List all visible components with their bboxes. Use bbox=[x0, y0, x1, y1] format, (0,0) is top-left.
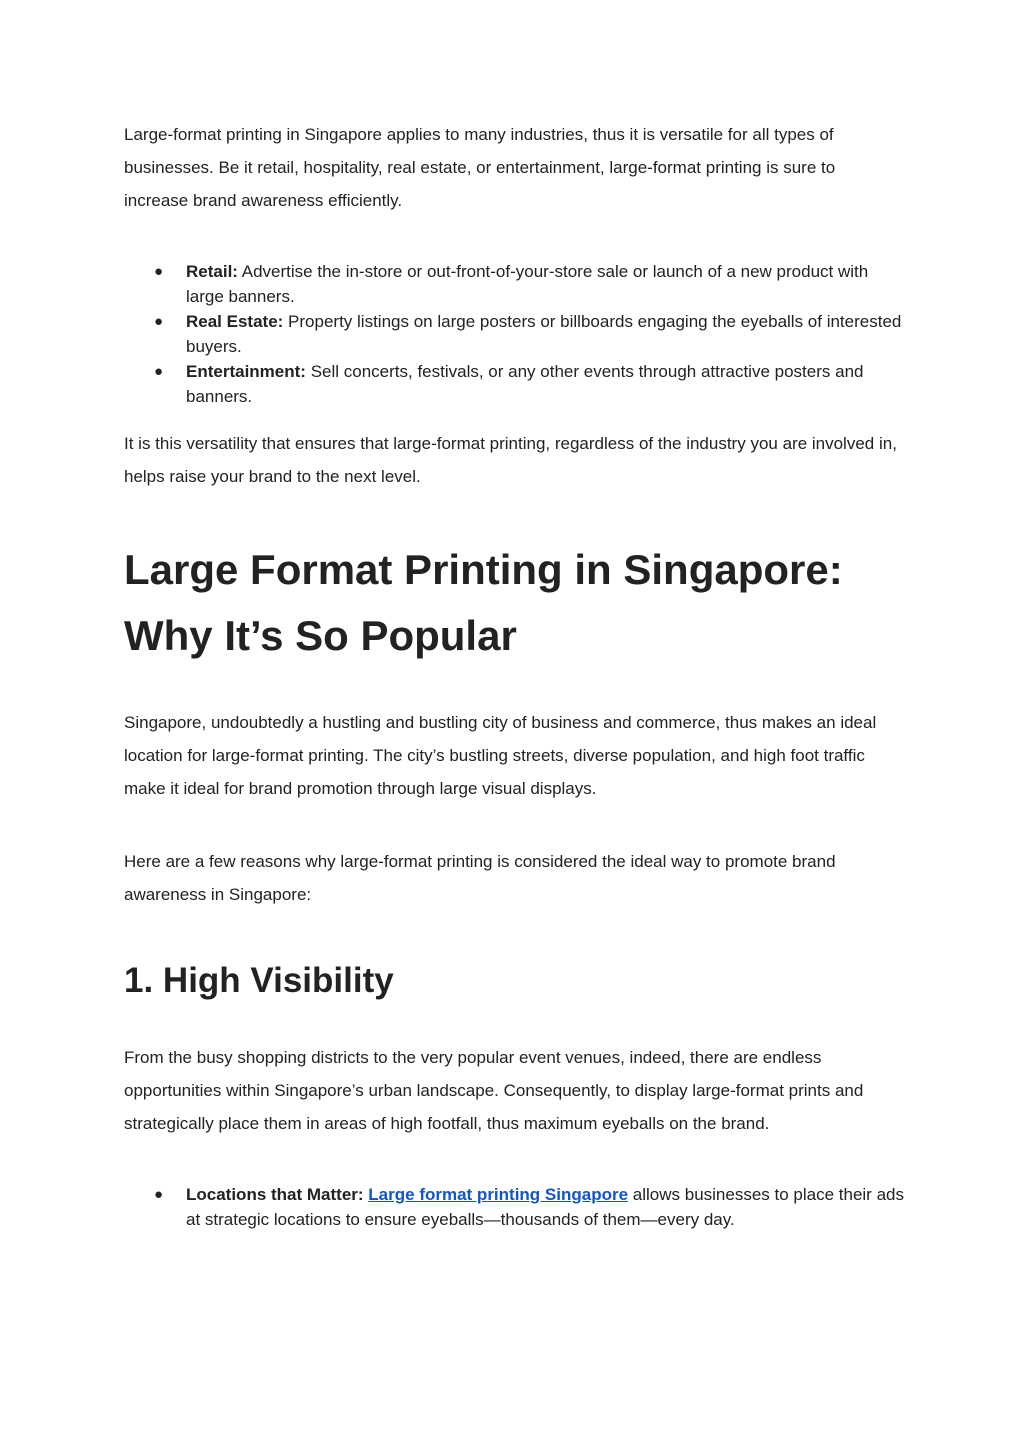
list-item-label: Entertainment: bbox=[186, 362, 306, 381]
bullet-icon: ● bbox=[154, 263, 164, 280]
bullet-icon: ● bbox=[154, 1186, 164, 1203]
list-item bbox=[124, 359, 904, 409]
list-item-label: Real Estate: bbox=[186, 312, 284, 331]
reasons-paragraph: Here are a few reasons why large-format printing is considered the ideal way to promote brand awareness in Singapore: bbox=[124, 852, 836, 904]
list-item-text: Advertise the in-store or out-front-of-your-store sale or launch of a new product with large banners. bbox=[186, 262, 869, 306]
section-heading bbox=[124, 537, 904, 669]
bullet-icon: ● bbox=[154, 313, 164, 330]
section-heading-line1: Large Format Printing in Singapore: bbox=[124, 546, 843, 593]
intro-paragraph: Large-format printing in Singapore applies to many industries, thus it is versatile for all types of businesses. Be it retail, hospitality, real estate, or entertainment, large-format printing is sure to increase brand awareness efficiently. bbox=[124, 125, 836, 210]
bullet-icon: ● bbox=[154, 363, 164, 380]
list-item-text: Sell concerts, festivals, or any other events through attractive posters and banners. bbox=[186, 362, 864, 406]
versatility-paragraph: It is this versatility that ensures that large-format printing, regardless of the industry you are involved in, helps raise your brand to the next level. bbox=[124, 434, 897, 486]
visibility-list bbox=[124, 1182, 904, 1232]
list-item-label: Locations that Matter: bbox=[186, 1185, 364, 1204]
list-item bbox=[124, 1182, 904, 1232]
large-format-printing-link[interactable]: Large format printing Singapore bbox=[368, 1185, 629, 1204]
list-item bbox=[124, 309, 904, 359]
section-heading-line2: Why It’s So Popular bbox=[124, 612, 517, 659]
list-item-label: Retail: bbox=[186, 262, 238, 281]
visibility-heading: 1. High Visibility bbox=[124, 961, 394, 1000]
visibility-paragraph: From the busy shopping districts to the very popular event venues, indeed, there are endless opportunities within Singapore’s urban landscape. Consequently, to display large-format prints and strategically place them in areas of high footfall, thus maximum eyeballs on the brand. bbox=[124, 1048, 864, 1133]
document-page bbox=[124, 118, 904, 1232]
list-item bbox=[124, 259, 904, 309]
singapore-paragraph: Singapore, undoubtedly a hustling and bustling city of business and commerce, thus makes an ideal location for large-format printing. The city’s bustling streets, diverse population, and high foot traffic make it ideal for brand promotion through large visual displays. bbox=[124, 713, 877, 798]
list-item-text: Property listings on large posters or billboards engaging the eyeballs of interested buyers. bbox=[186, 312, 902, 356]
list-item-text: allows businesses to place their ads at strategic locations to ensure eyeballs—thousands of them—every day. bbox=[186, 1185, 904, 1229]
industries-list bbox=[124, 259, 904, 409]
